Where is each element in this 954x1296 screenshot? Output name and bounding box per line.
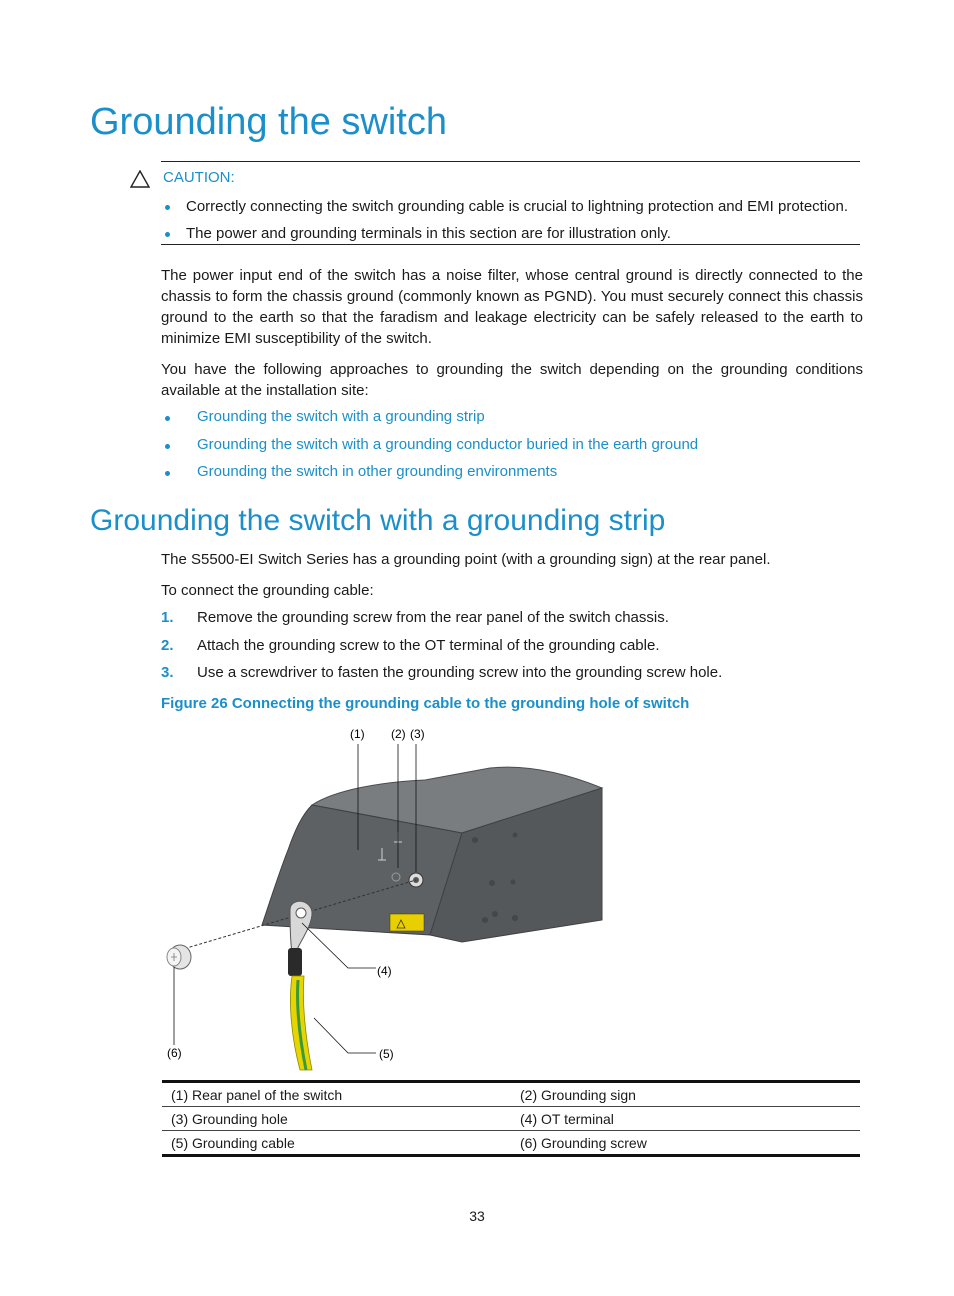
page-number: 33: [469, 1208, 485, 1224]
step-item: [161, 664, 861, 682]
intro-paragraph: The power input end of the switch has a noise filter, whose central ground is directly connected to the chassis to form the chassis ground (commonly known as PGND). You must securely connect this chassis ground to the earth so that the faradism and leakage electricity can be safely released to the earth to minimize EMI susceptibility of the switch.: [161, 267, 863, 347]
callout-3: (3): [410, 727, 425, 741]
callout-2: (2): [391, 727, 406, 741]
step-number: 3.: [161, 664, 174, 681]
step-text: Use a screwdriver to fasten the grounding screw into the grounding screw hole.: [197, 664, 723, 681]
approach-paragraph: You have the following approaches to grounding the switch depending on the grounding conditions available at the installation site:: [161, 361, 863, 399]
ot-terminal-icon: [288, 901, 312, 976]
legend-cell: (4) OT terminal: [511, 1107, 860, 1131]
step-number: 2.: [161, 637, 174, 654]
step-item: [161, 609, 861, 627]
table-row: [162, 1082, 860, 1107]
callout-5: (5): [379, 1047, 394, 1061]
legend-cell: (1) Rear panel of the switch: [162, 1082, 511, 1107]
link-other-environments[interactable]: Grounding the switch in other grounding environments: [197, 463, 558, 480]
table-row: [162, 1107, 860, 1131]
series-paragraph: The S5500-EI Switch Series has a grounding point (with a grounding sign) at the rear panel.: [161, 551, 771, 568]
step-text: Remove the grounding screw from the rear panel of the switch chassis.: [197, 609, 669, 626]
grounding-cable-icon: [290, 976, 312, 1070]
caution-icon: [130, 170, 150, 188]
bullet-icon: [165, 444, 170, 449]
step-number: 1.: [161, 609, 174, 626]
title-rule: [161, 161, 860, 162]
warning-label: [390, 914, 424, 931]
step-text: Attach the grounding screw to the OT terminal of the grounding cable.: [197, 637, 660, 654]
grounding-screw-icon: [167, 945, 191, 969]
table-row: [162, 1131, 860, 1156]
caution-label: CAUTION:: [163, 169, 235, 186]
connect-intro: To connect the grounding cable:: [161, 582, 374, 599]
legend-cell: (3) Grounding hole: [162, 1107, 511, 1131]
bullet-icon: [165, 416, 170, 421]
legend-cell: (5) Grounding cable: [162, 1131, 511, 1156]
step-item: [161, 637, 861, 655]
figure-legend-table: [162, 1080, 860, 1157]
callout-6: (6): [167, 1046, 182, 1060]
callout-1: (1): [350, 727, 365, 741]
legend-cell: (6) Grounding screw: [511, 1131, 860, 1156]
figure-caption: Figure 26 Connecting the grounding cable to the grounding hole of switch: [161, 695, 690, 712]
bullet-icon: [165, 205, 170, 210]
bullet-icon: [165, 232, 170, 237]
callout-4: (4): [377, 964, 392, 978]
legend-cell: (2) Grounding sign: [511, 1082, 860, 1107]
page-title: Grounding the switch: [90, 101, 447, 143]
grounding-illustration: [150, 720, 620, 1075]
link-grounding-conductor[interactable]: Grounding the switch with a grounding conductor buried in the earth ground: [197, 436, 699, 453]
bullet-icon: [165, 471, 170, 476]
section-heading: Grounding the switch with a grounding strip: [90, 504, 666, 537]
link-grounding-strip[interactable]: Grounding the switch with a grounding strip: [197, 408, 485, 425]
caution-rule: [161, 244, 860, 245]
